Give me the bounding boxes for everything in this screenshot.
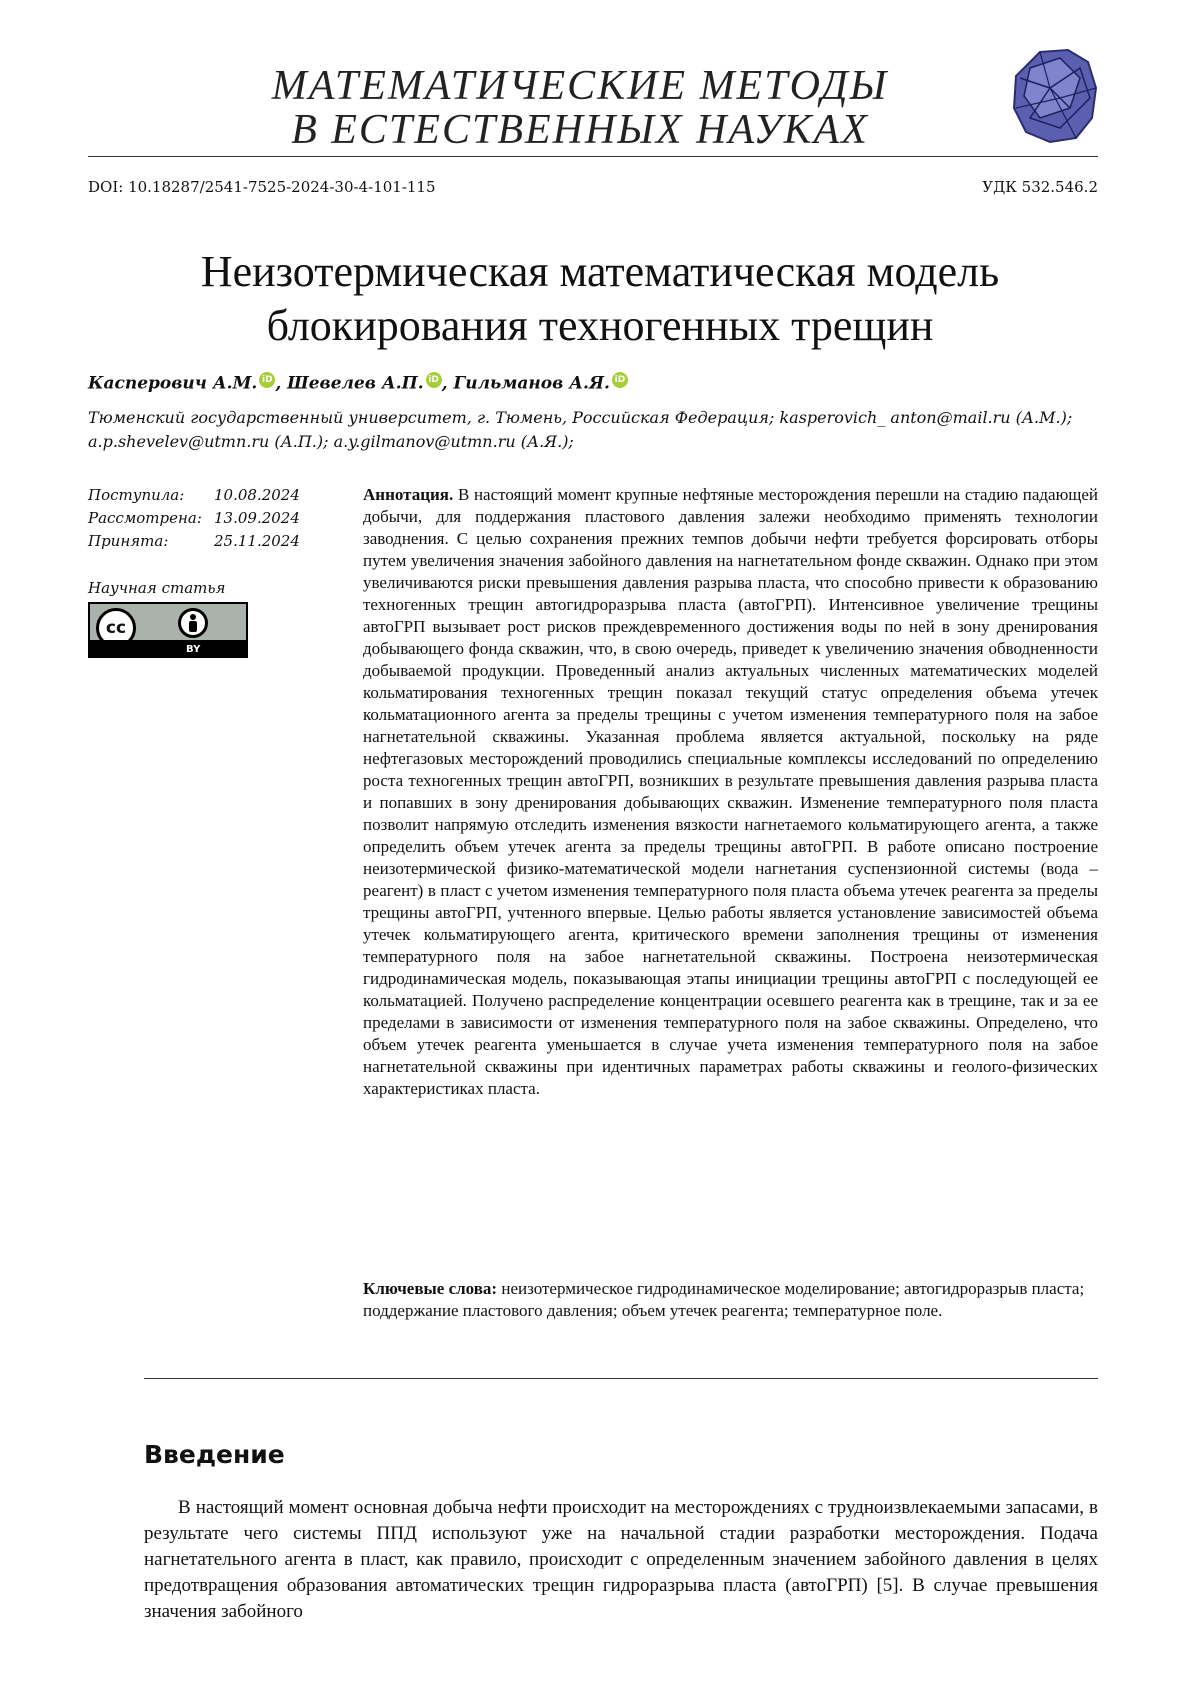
date-reviewed xyxy=(88,507,300,530)
introduction-paragraph: В настоящий момент основная добыча нефти происходит на месторождениях с трудноизвлекаемыми запасами, в результате чего системы ППД используют уже на начальной стадии разработки месторождения. Подача нагнетательного агента в пласт, как правило, происходит с определенным значением забойного давления в целях предотвращения образования автоматических трещин гидроразрыва пласта (автоГРП) [5]. В случае превышения значения забойного xyxy=(144,1495,1098,1625)
section-divider xyxy=(144,1378,1098,1379)
orcid-icon[interactable]: iD xyxy=(426,372,442,388)
date-received xyxy=(88,484,300,507)
abstract-label: Аннотация. xyxy=(363,485,453,504)
header-divider xyxy=(88,156,1098,157)
author-name: Гильманов А.Я. xyxy=(453,374,609,394)
article-dates xyxy=(88,484,300,553)
keywords xyxy=(363,1278,1098,1322)
date-label: Принята: xyxy=(88,530,214,553)
cc-icon: cc xyxy=(96,608,136,648)
date-value: 10.08.2024 xyxy=(214,486,300,504)
journal-logo-icon xyxy=(1010,48,1098,144)
journal-title-line2: В ЕСТЕСТВЕННЫХ НАУКАХ xyxy=(210,108,950,152)
article-type: Научная статья xyxy=(88,579,225,597)
article-title xyxy=(100,245,1100,353)
date-value: 25.11.2024 xyxy=(214,532,300,550)
author-name: Шевелев А.П. xyxy=(287,374,423,394)
article-title-line2: блокирования техногенных трещин xyxy=(100,299,1100,353)
author-name: Касперович А.М. xyxy=(88,374,257,394)
section-heading-introduction: Введение xyxy=(144,1440,285,1469)
date-label: Поступила: xyxy=(88,484,214,507)
abstract xyxy=(363,484,1098,1100)
date-value: 13.09.2024 xyxy=(214,509,300,527)
affiliation: Тюменский государственный университет, г. Тюмень, Российская Федерация; kasperovich_ anton@mail.ru (А.М.); a.p.shevelev@utmn.ru (А.П.); a.y.gilmanov@utmn.ru (А.Я.); xyxy=(88,406,1098,454)
author-list: Касперович А.М. iD , Шевелев А.П. iD , Гильманов А.Я. iD xyxy=(88,372,628,394)
orcid-icon[interactable]: iD xyxy=(612,372,628,388)
journal-title xyxy=(210,64,950,152)
cc-by-label: BY xyxy=(186,644,200,655)
cc-badge-footer xyxy=(90,640,246,656)
attribution-person-icon xyxy=(178,608,208,638)
journal-title-line1: МАТЕМАТИЧЕСКИЕ МЕТОДЫ xyxy=(210,64,950,108)
cc-by-license-badge[interactable] xyxy=(88,602,248,658)
date-accepted xyxy=(88,530,300,553)
date-label: Рассмотрена: xyxy=(88,507,214,530)
udk-code: УДК 532.546.2 xyxy=(982,178,1098,196)
keywords-text: неизотермическое гидродинамическое моделирование; автогидроразрыв пласта; поддержание пластового давления; объем утечек реагента; температурное поле. xyxy=(363,1279,1084,1320)
orcid-icon[interactable]: iD xyxy=(259,372,275,388)
keywords-label: Ключевые слова: xyxy=(363,1279,497,1298)
abstract-text: В настоящий момент крупные нефтяные месторождения перешли на стадию падающей добычи, для поддержания пластового давления залежи необходимо применять технологии заводнения. С целью сохранения прежних темпов добычи нефти требуется форсировать отборы путем увеличения значения забойного давления на нагнетательном фонде скважин. Однако при этом увеличиваются риски превышения давления разрыва пласта, что способно привести к образованию техногенных трещин автогидроразрыва пласта (автоГРП). Интенсивное увеличение трещины автоГРП вызывает рост рисков преждевременного достижения воды по ней в зону дренирования добывающего фонда скважин, что, в свою очередь, приведет к увеличению значения обводненности добываемой продукции. Проведенный анализ актуальных численных математических моделей кольматирования техногенных трещин показал текущий статус определения объема утечек кольматационного агента за пределы трещины с учетом изменения температурного поля на забое нагнетательной скважины. Указанная проблема является актуальной, поскольку на ряде нефтегазовых месторождений проводились специальные комплексы исследований по определению роста техногенных трещин автоГРП, возникших в результате превышения давления разрыва пласта и попавших в зону дренирования добывающих скважин. Изменение температурного поля пласта позволит напрямую отследить изменения вязкости нагнетаемого кольматирующего агента, а также определить объем утечек агента за пределы трещины автоГРП. В работе описано построение неизотермической физико-математической модели нагнетания суспензионной системы (вода – реагент) в пласт с учетом изменения температурного поля пласта объема утечек реагента за пределы трещины автоГРП, учтенного впервые. Целью работы является установление зависимостей объема утечек кольматирующего агента, критического времени заполнения трещины от изменения температурного поля на забое нагнетательной скважины. Построена неизотермическая гидродинамическая модель, показывающая этапы инициации трещины автоГРП с последующей ее кольматацией. Получено распределение концентрации осевшего реагента как в трещине, так и за ее пределами в зависимости от изменения температурного поля на забое скважины. Определено, что объем утечек реагента уменьшается в случае учета изменения температурного поля на забое нагнетательной скважины при идентичных параметрах работы скважины и геолого-физических характеристиках пласта. xyxy=(363,485,1098,1098)
doi[interactable]: DOI: 10.18287/2541-7525-2024-30-4-101-115 xyxy=(88,178,436,196)
article-title-line1: Неизотермическая математическая модель xyxy=(100,245,1100,299)
